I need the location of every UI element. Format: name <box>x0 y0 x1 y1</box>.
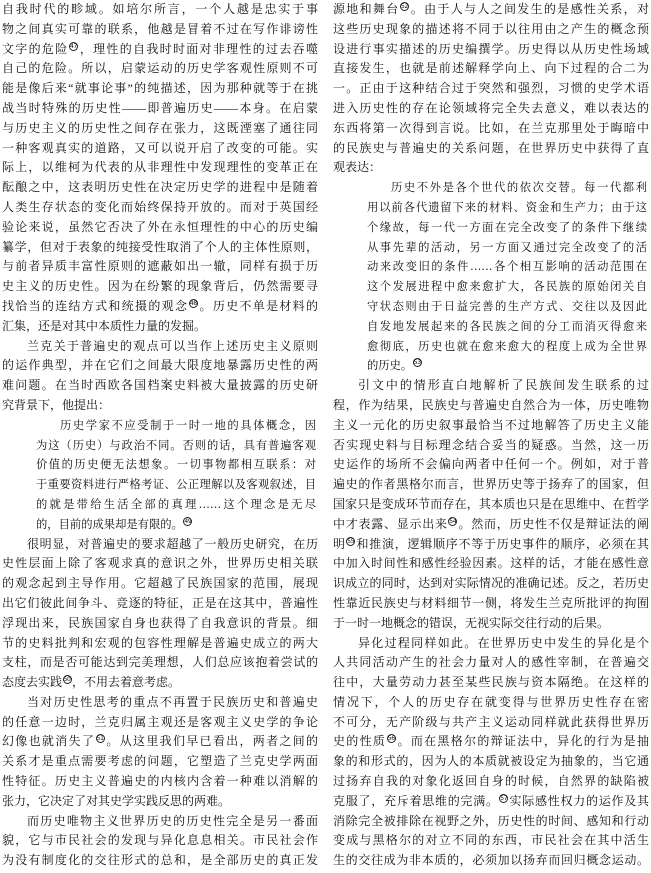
text-run: 战当时特殊的历史性——即普遍历史——本身。在启蒙 <box>2 100 318 115</box>
text-run: 的就是带给生活全部的真理……这个理念是无尽 <box>36 497 316 511</box>
footnote-marker: 56 <box>387 735 395 743</box>
footnote-marker: 51 <box>96 735 104 743</box>
text-run: 异化过程同样如此。在世界历史中发生的异化是个 <box>358 635 649 650</box>
text-run: 引文中的情形直白地解析了民族间发生联系的过 <box>358 378 649 393</box>
text-line <box>2 139 318 159</box>
text-line <box>2 218 318 238</box>
text-run: 很明显，对普遍史的要求超越了一般历史研究，在历 <box>27 536 318 551</box>
text-run: 文字的危险 <box>2 41 69 56</box>
text-line <box>2 277 318 297</box>
text-line <box>2 653 318 673</box>
text-line <box>2 772 318 792</box>
text-line <box>333 614 649 634</box>
text-run: 自发地发展起来的各民族之间的分工而消灭得愈来 <box>367 319 647 333</box>
text-line <box>2 713 318 733</box>
text-line <box>2 554 318 574</box>
text-line <box>36 436 316 456</box>
text-line <box>2 79 318 99</box>
text-line <box>333 693 649 713</box>
text-run: 与前者异质丰富性原则的遮蔽如出一辙，同样有损于历 <box>2 259 318 274</box>
text-run: 中加入时间性和感性经验因素。这样的话，才能在感性意 <box>333 556 649 571</box>
text-line <box>36 495 316 515</box>
text-run: 的任意一边时，兰克归属主观还是客观主义史学的争论 <box>2 714 318 729</box>
text-run: 史性层面上除了客观求真的意识之外，世界历史相关联 <box>2 556 318 571</box>
text-line <box>2 614 318 634</box>
footnote-marker: 53 <box>413 359 421 367</box>
footnote-marker: 55 <box>347 537 355 545</box>
paragraph <box>2 535 318 693</box>
text-run: 象的和形式的，因为人的本质就被设定为抽象的，当它通 <box>333 754 649 769</box>
text-line <box>333 713 649 733</box>
text-run: 。历史不单是材料的 <box>198 298 318 313</box>
text-line <box>2 0 318 20</box>
text-line <box>2 40 318 60</box>
text-run: 节的史料批判和宏观的包容性理解是普遍史成立的两大 <box>2 635 318 650</box>
text-run: 于一时一地概念的错误，无视实际交往行动的后果。 <box>333 615 610 630</box>
text-run: 过扬弃自我的对象化返回自身的时候，自然界的缺陷被 <box>333 774 649 789</box>
text-run: 动来改变旧的条件……各个相互影响的活动范围在 <box>367 260 647 274</box>
text-line <box>333 673 649 693</box>
text-line <box>367 178 647 198</box>
text-line <box>2 752 318 772</box>
text-line <box>333 119 649 139</box>
text-run: 的民族史与普遍史的关系问题，在世界历史中获得了直 <box>333 140 649 155</box>
text-run: 的运作典型，并在它们之间最大限度地暴露历史性的两 <box>2 358 318 373</box>
text-run: 从事先辈的活动，另一方面又通过完全改变了的活 <box>367 240 647 254</box>
text-line <box>2 297 318 317</box>
text-run: 用以前各代遗留下来的材料、资金和生产力；由于这 <box>367 200 647 214</box>
text-run: 自己的危险。所以，启蒙运动的历史学客观性原则不可 <box>2 61 318 76</box>
text-line <box>2 851 318 871</box>
text-run: 酝酿之中，这表明历史性在决定历史学的进程中是随着 <box>2 180 318 195</box>
paragraph <box>2 0 318 337</box>
text-line <box>2 732 318 752</box>
text-line <box>333 0 649 20</box>
text-run: 设进行事实描述的历史编撰学。历史得以从历史性场域 <box>333 41 649 56</box>
text-run: 当对历史性思考的重点不再置于民族历史和普遍史 <box>27 694 318 709</box>
text-line <box>367 356 647 376</box>
text-run: 汇集，还是对其中本质性力量的发掘。 <box>2 318 207 333</box>
text-run: 遍史的作者黑格尔而言，世界历史等于扬弃了的国家，但 <box>333 477 649 492</box>
text-run: ，不用去着意考虑。 <box>72 675 181 690</box>
paragraph <box>333 0 649 178</box>
text-line <box>333 416 649 436</box>
text-run: 这些历史现象的描述将不同于以往用由之产生的概念预 <box>333 21 649 36</box>
text-line <box>367 198 647 218</box>
text-line <box>367 317 647 337</box>
text-run: 。而在黑格尔的辩证法中，异化的行为是抽 <box>396 734 649 749</box>
paragraph <box>2 693 318 812</box>
text-line <box>2 198 318 218</box>
text-run: 为没有制度化的交往形式的总和，是全部历史的真正发 <box>2 853 318 868</box>
text-run: 变成与黑格尔的对立不同的东西，市民社会在其中活生 <box>333 833 649 848</box>
text-run: 国家只是变成环节而存在，其本质也只是在思维中、在哲学 <box>333 496 649 511</box>
text-line <box>333 396 649 416</box>
text-run: ，理性的自我时时面对非理性的过去吞噬 <box>78 41 318 56</box>
footnote-marker: 48 <box>189 299 197 307</box>
text-line <box>36 475 316 495</box>
text-line <box>333 455 649 475</box>
text-line <box>367 297 647 317</box>
text-line <box>333 475 649 495</box>
text-run: 幻像也就消失了 <box>2 734 96 749</box>
text-line <box>333 79 649 99</box>
text-run: 主义一元化的历史叙事最恰当不过地解答了历史主义能 <box>333 417 649 432</box>
text-run: 浮现出来，民族国家自身也获得了自我意识的背景。细 <box>2 615 318 630</box>
footnote-marker: 57 <box>500 794 508 802</box>
text-run: 东西将第一次得到言说。比如，在兰克那里处于晦暗中 <box>333 120 649 135</box>
text-line <box>2 178 318 198</box>
text-run: 史的性质 <box>333 734 387 749</box>
text-line <box>2 812 318 832</box>
block-quote <box>333 178 649 376</box>
text-line <box>333 574 649 594</box>
text-run: 否实现史料与目标理念结合妥当的疑惑。当然，这一历 <box>333 437 649 452</box>
text-run: 找恰当的连结方式和统摄的观念 <box>2 298 189 313</box>
text-line <box>333 139 649 159</box>
text-run: 纂学，但对于表象的纯接受性取消了个人的主体性原则， <box>2 239 318 254</box>
text-line <box>2 634 318 654</box>
text-run: 明 <box>333 536 346 551</box>
text-run: 一。正由于这种结合过于突然和强烈，习惯的史学术语 <box>333 81 649 96</box>
text-line <box>333 99 649 119</box>
text-line <box>333 515 649 535</box>
right-column <box>333 0 649 873</box>
text-line <box>2 238 318 258</box>
text-run: 往中，大量劳动力甚至某些民族与资本隔绝。在这样的 <box>333 675 649 690</box>
text-line <box>2 20 318 40</box>
text-line <box>333 376 649 396</box>
text-line <box>333 59 649 79</box>
text-line <box>333 634 649 654</box>
text-line <box>2 59 318 79</box>
text-run: 的历史。 <box>367 359 413 373</box>
text-line <box>2 317 318 337</box>
text-line <box>2 831 318 851</box>
text-run: 历史不外是各个世代的依次交替。每一代都利 <box>391 181 647 195</box>
text-run: 性靠近民族史与材料细节一侧，将发生兰克所批评的拘囿 <box>333 595 649 610</box>
paragraph <box>2 812 318 871</box>
text-line <box>333 40 649 60</box>
text-run: 愈彻底，历史也就在愈来愈大的程度上成为全世界 <box>367 339 647 353</box>
left-column <box>2 0 318 873</box>
text-run: 物之间真实可靠的联系，他越是冒着不过在写作诽谤性 <box>2 21 318 36</box>
text-run: 人类生存状态的变化而始终保持开放的。而对于英国经 <box>2 199 318 214</box>
text-run: 实际感性权力的运作及其 <box>508 793 649 808</box>
text-run: 生的交往成为非本质的，必须加以扬弃而回归概念运动。 <box>333 853 649 868</box>
text-line <box>367 238 647 258</box>
text-line <box>333 436 649 456</box>
text-run: 。然而，历史性不仅是辩证法的阐 <box>457 516 649 531</box>
text-line <box>333 851 649 871</box>
text-line <box>333 831 649 851</box>
text-line <box>333 594 649 614</box>
text-run: 价值的历史便无法想象。一切事物都相互联系：对 <box>36 458 316 472</box>
text-line <box>333 158 649 178</box>
text-run: 人共同活动产生的社会力量对人的感性宰制，在普遍交 <box>333 655 649 670</box>
text-line <box>36 416 316 436</box>
text-line <box>333 495 649 515</box>
text-line <box>367 277 647 297</box>
text-run: 际上，以维柯为代表的从非理性中发现理性的变革正在 <box>2 160 318 175</box>
text-line <box>333 812 649 832</box>
text-line <box>333 732 649 752</box>
text-run: 的，目前的成果却是有限的。 <box>36 517 183 531</box>
text-run: 兰克关于普遍史的观点可以当作上述历史主义原则 <box>27 338 318 353</box>
text-line <box>36 515 316 535</box>
text-run: 个缘故，每一代一方面在完全改变了的条件下继续 <box>367 220 647 234</box>
text-run: 而历史唯物主义世界历史的历史性完全是另一番面 <box>27 813 318 828</box>
text-line <box>2 396 318 416</box>
text-line <box>333 554 649 574</box>
text-run: 历史学家不应受制于一时一地的具体概念，因 <box>60 418 316 432</box>
text-run: 不可分，无产阶级与共产主义运动同样就此获得世界历 <box>333 714 649 729</box>
footnote-marker: 47 <box>70 42 78 50</box>
text-run: 史主义的历史性。因为在纷繁的现象背后，仍然需要寻 <box>2 279 318 294</box>
text-run: 究背景下，他提出： <box>2 397 111 412</box>
paragraph <box>2 337 318 416</box>
text-run: 直接发生，也就是前述解释学向上、向下过程的合二为 <box>333 61 649 76</box>
footnote-marker: 49 <box>184 517 192 525</box>
text-run: 。由于人与人之间发生的是感性关系，对 <box>409 2 649 16</box>
text-line <box>2 337 318 357</box>
text-run: 态度去实践 <box>2 675 63 690</box>
text-line <box>2 257 318 277</box>
text-run: 难问题。在当时西欧各国档案史料被大量披露的历史研 <box>2 378 318 393</box>
text-run: 克服了，充斥着思维的完满。 <box>333 793 499 808</box>
text-run: 源地和舞台 <box>333 2 400 16</box>
text-run: 张力，它决定了对其史学实践反思的两难。 <box>2 793 231 808</box>
text-line <box>2 99 318 119</box>
text-run: 支柱，而是否可能达到完美理想，人们总应该抱着尝试的 <box>2 655 318 670</box>
text-line <box>2 356 318 376</box>
footnote-marker: 54 <box>449 517 457 525</box>
text-line <box>333 20 649 40</box>
text-run: 守状态则由于日益完善的生产方式、交往以及因此 <box>367 299 647 313</box>
text-line <box>2 535 318 555</box>
text-line <box>333 792 649 812</box>
text-line <box>367 257 647 277</box>
text-line <box>2 792 318 812</box>
text-line <box>333 772 649 792</box>
text-run: 情况下，个人的历史存在就变得与世界历史性存在密 <box>333 694 649 709</box>
text-line <box>333 535 649 555</box>
text-run: 观表达： <box>333 160 382 175</box>
text-line <box>367 218 647 238</box>
text-line <box>2 673 318 693</box>
text-run: 性特征。历史主义普遍史的内核内含着一种难以消解的 <box>2 774 318 789</box>
text-line <box>2 158 318 178</box>
text-line <box>333 752 649 772</box>
text-run: 的观念起到主导作用。它超越了民族国家的范围，展现 <box>2 576 318 591</box>
footnote-marker: 50 <box>63 676 71 684</box>
text-run: 史运作的场所不会偏向两者中任何一个。例如，对于普 <box>333 457 649 472</box>
text-run: 消除完全被排除在视野之外，历史性的时间、感知和行动 <box>333 813 649 828</box>
text-run: 于重要资料进行严格考证、公正理解以及客观叙述，目 <box>36 478 316 492</box>
text-line <box>333 653 649 673</box>
paragraph <box>333 376 649 633</box>
text-run: 和推演，逻辑顺序不等于历史事件的顺序，必须在其 <box>355 536 649 551</box>
text-run: 貌，它与市民社会的发现与异化息息相关。市民社会作 <box>2 833 318 848</box>
text-run: 。从这里我们早已看出，两者之间的 <box>105 734 318 749</box>
text-line <box>36 455 316 475</box>
text-run: 这个发展进程中愈来愈扩大，各民族的原始闭关自 <box>367 280 647 294</box>
text-line <box>2 594 318 614</box>
text-run: 中才表露、显示出来 <box>333 516 448 531</box>
text-line <box>2 693 318 713</box>
text-run: 出它们彼此间争斗、竞逐的特征，正是在这其中，普遍性 <box>2 595 318 610</box>
block-quote <box>2 416 318 535</box>
text-line <box>2 376 318 396</box>
text-run: 验论来说，虽然它否决了外在永恒理性的中心的历史编 <box>2 219 318 234</box>
text-run: 为这（历史）与政治不同。否则的话，具有普遍客观 <box>36 438 316 452</box>
text-line <box>367 337 647 357</box>
text-run: 一种客观真实的道路，又可以说开启了改变的可能。实 <box>2 140 318 155</box>
text-line <box>2 574 318 594</box>
text-run: 进入历史性的存在论领域将完全失去意义，难以表达的 <box>333 100 649 115</box>
text-run: 与历史主义的历史性之间存在张力，这既湮塞了通往同 <box>2 120 318 135</box>
text-run: 自我时代的畛域。如培尔所言，一个人越是忠实于事 <box>2 2 318 16</box>
text-line <box>2 119 318 139</box>
paragraph <box>333 634 649 872</box>
text-run: 识成立的同时，达到对实际情况的准确记述。反之，若历史 <box>333 576 649 591</box>
footnote-marker: 52 <box>401 3 409 10</box>
text-run: 能是像后来“就事论事”的纯描述，因为那种就等于在挑 <box>2 81 318 96</box>
text-run: 关系才是重点需要考虑的问题，它塑造了兰克史学两面 <box>2 754 318 769</box>
text-run: 程，作为结果，民族史与普遍史自然合为一体，历史唯物 <box>333 397 649 412</box>
